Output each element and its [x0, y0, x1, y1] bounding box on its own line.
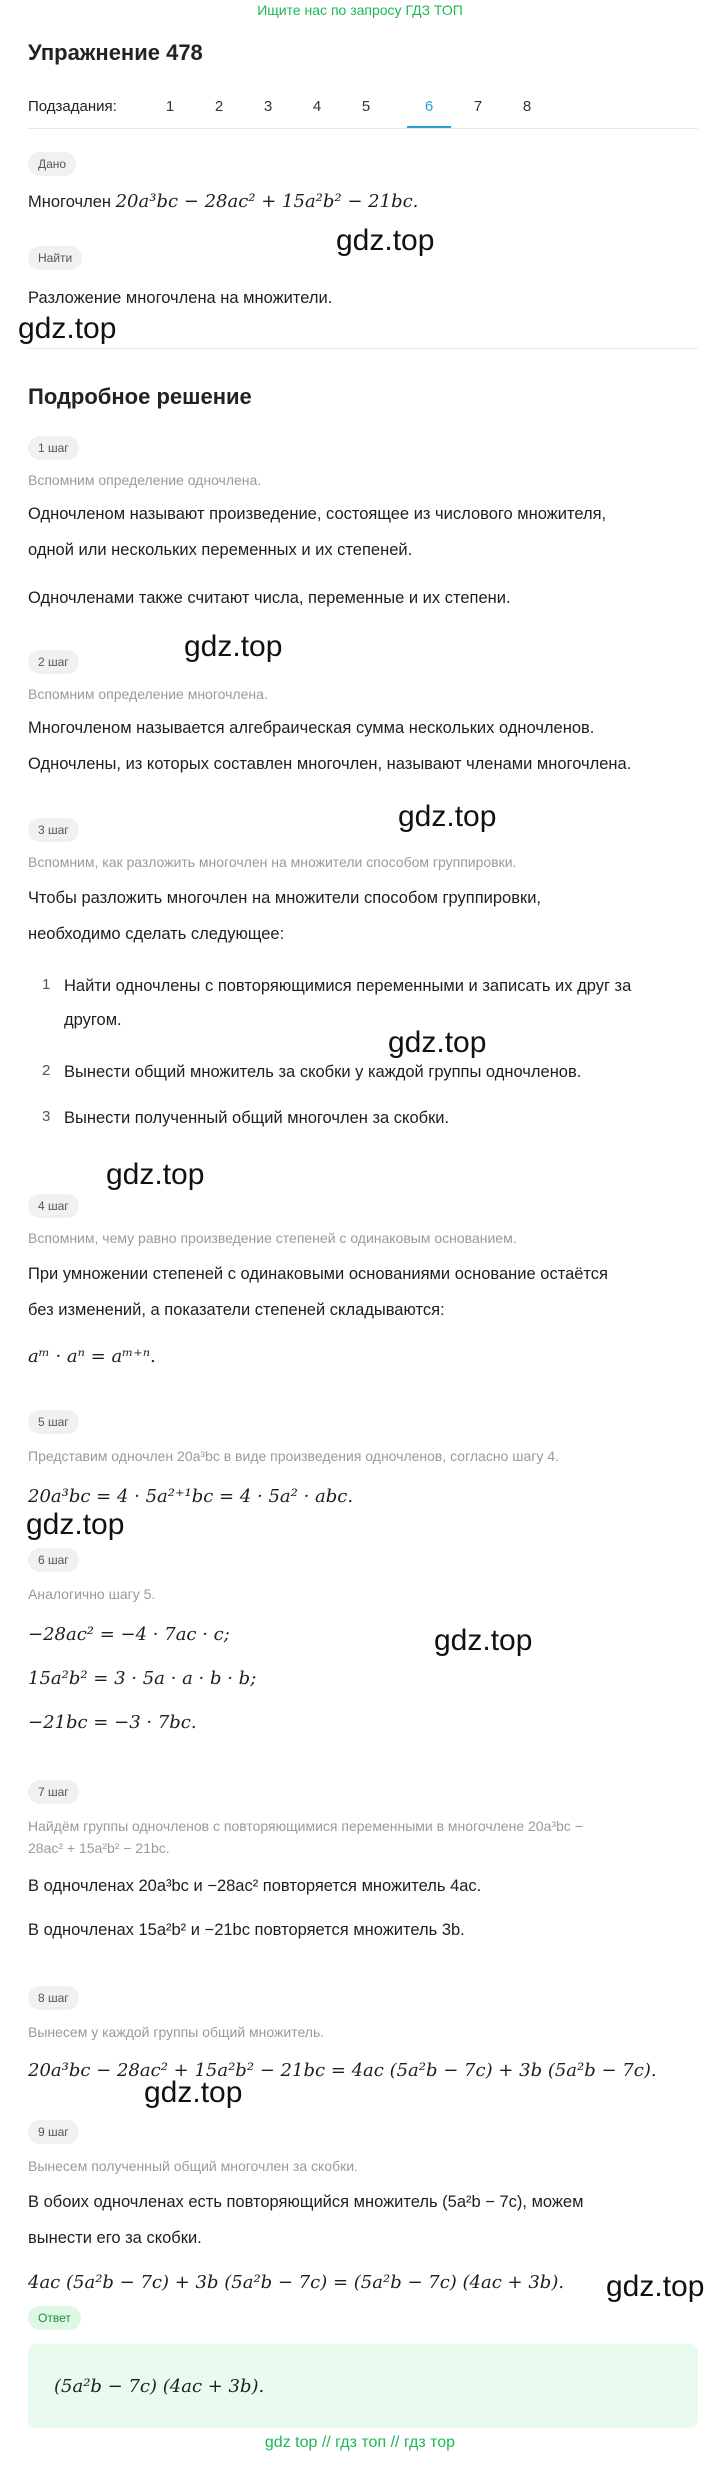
list-item: Вынести полученный общий многочлен за скобки.: [64, 1109, 450, 1127]
list-number: 2: [42, 1062, 51, 1079]
tab-subtask-8[interactable]: 8: [522, 98, 532, 115]
step-badge: 1 шаг: [28, 436, 79, 460]
given-polynomial: 20a³bc − 28ac² + 15a²b² − 21bc.: [115, 191, 419, 212]
watermark: gdz.top: [434, 1624, 533, 1657]
step-badge: 5 шаг: [28, 1410, 79, 1434]
subtasks-label: Подзадания:: [28, 98, 117, 115]
step-hint: Вспомним определение многочлена.: [28, 686, 268, 702]
formula: 20a³bc − 28ac² + 15a²b² − 21bc = 4ac (5a²b − 7c) + 3b (5a²b − 7c).: [28, 2060, 657, 2081]
step-text: Одночлены, из которых составлен многочлен, называют членами многочлена.: [28, 755, 632, 773]
tab-subtask-2[interactable]: 2: [214, 98, 224, 115]
watermark: gdz.top: [184, 630, 283, 663]
step-badge: 3 шаг: [28, 818, 79, 842]
watermark: gdz.top: [336, 224, 435, 257]
watermark: gdz.top: [18, 312, 117, 345]
step-text: необходимо сделать следующее:: [28, 925, 285, 943]
watermark: gdz.top: [144, 2076, 243, 2109]
solution-heading: Подробное решение: [28, 384, 252, 409]
find-text: Разложение многочлена на множители.: [28, 289, 333, 307]
divider: [28, 128, 698, 129]
step-hint: Найдём группы одночленов с повторяющимися переменными в многочлене 20a³bc −: [28, 1818, 583, 1834]
step-text: При умножении степеней с одинаковыми основаниями основание остаётся: [28, 1265, 608, 1283]
step-badge: 2 шаг: [28, 650, 79, 674]
footer-links[interactable]: gdz top // гдз топ // гдз тор: [264, 2434, 456, 2451]
step-text: В обоих одночленах есть повторяющийся множитель (5a²b − 7c), можем: [28, 2193, 584, 2211]
step-badge: 4 шаг: [28, 1194, 79, 1218]
formula: 15a²b² = 3 · 5a · a · b · b;: [28, 1668, 257, 1689]
step-hint: 28ac² + 15a²b² − 21bc.: [28, 1840, 170, 1856]
step-text: одной или нескольких переменных и их степеней.: [28, 541, 413, 559]
given-badge: Дано: [28, 152, 76, 176]
page-title: Упражнение 478: [28, 40, 203, 65]
step-hint: Вынесем полученный общий многочлен за скобки.: [28, 2158, 358, 2174]
given-prefix: Многочлен: [28, 193, 112, 211]
step-text: без изменений, а показатели степеней складываются:: [28, 1301, 445, 1319]
step-hint: Вспомним определение одночлена.: [28, 472, 262, 488]
list-number: 3: [42, 1108, 51, 1125]
find-badge: Найти: [28, 246, 82, 270]
step-text: В одночленах 20a³bc и −28ac² повторяется множитель 4ac.: [28, 1877, 482, 1895]
step-hint: Вспомним, чему равно произведение степеней с одинаковым основанием.: [28, 1230, 517, 1246]
step-text: вынести его за скобки.: [28, 2229, 202, 2247]
step-text: Одночленом называют произведение, состоящее из числового множителя,: [28, 505, 607, 523]
step-badge: 7 шаг: [28, 1780, 79, 1804]
step-text: Многочленом называется алгебраическая сумма нескольких одночленов.: [28, 719, 595, 737]
step-text: В одночленах 15a²b² и −21bc повторяется множитель 3b.: [28, 1921, 465, 1939]
list-item-continued: другом.: [64, 1011, 122, 1029]
exercise-card: [28, 24, 698, 2434]
formula: −21bc = −3 · 7bc.: [28, 1712, 197, 1733]
formula: aᵐ · aⁿ = aᵐ⁺ⁿ.: [28, 1346, 156, 1367]
step-text: Одночленами также считают числа, переменные и их степени.: [28, 589, 511, 607]
top-banner[interactable]: Ищите нас по запросу ГДЗ ТОП: [257, 2, 463, 18]
list-item: Найти одночлены с повторяющимися переменными и записать их друг за: [64, 977, 632, 995]
step-hint: Аналогично шагу 5.: [28, 1586, 156, 1602]
step-badge: 8 шаг: [28, 1986, 79, 2010]
watermark: gdz.top: [388, 1026, 487, 1059]
watermark: gdz.top: [106, 1158, 205, 1191]
step-text: Чтобы разложить многочлен на множители способом группировки,: [28, 889, 541, 907]
answer-badge: Ответ: [28, 2306, 81, 2330]
given-text: [28, 190, 698, 214]
watermark: gdz.top: [26, 1508, 125, 1541]
answer-formula: (5a²b − 7c) (4ac + 3b).: [54, 2376, 265, 2397]
step-badge: 9 шаг: [28, 2120, 79, 2144]
step-hint: Вынесем у каждой группы общий множитель.: [28, 2024, 325, 2040]
formula: 4ac (5a²b − 7c) + 3b (5a²b − 7c) = (5a²b − 7c) (4ac + 3b).: [28, 2272, 565, 2293]
tab-subtask-6[interactable]: 6: [424, 98, 434, 115]
tab-subtask-7[interactable]: 7: [473, 98, 483, 115]
step-badge: 6 шаг: [28, 1548, 79, 1572]
list-item: Вынести общий множитель за скобки у каждой группы одночленов.: [64, 1063, 582, 1081]
watermark: gdz.top: [398, 800, 497, 833]
tab-subtask-1[interactable]: 1: [165, 98, 175, 115]
formula: −28ac² = −4 · 7ac · c;: [28, 1624, 230, 1645]
watermark: gdz.top: [606, 2270, 705, 2303]
step-hint: Представим одночлен 20a³bc в виде произведения одночленов, согласно шагу 4.: [28, 1448, 559, 1464]
tab-subtask-4[interactable]: 4: [312, 98, 322, 115]
tab-subtask-5[interactable]: 5: [361, 98, 371, 115]
formula: 20a³bc = 4 · 5a²⁺¹bc = 4 · 5a² · abc.: [28, 1486, 354, 1507]
divider: [28, 348, 698, 349]
step-hint: Вспомним, как разложить многочлен на множители способом группировки.: [28, 854, 517, 870]
list-number: 1: [42, 976, 51, 993]
tab-subtask-3[interactable]: 3: [263, 98, 273, 115]
